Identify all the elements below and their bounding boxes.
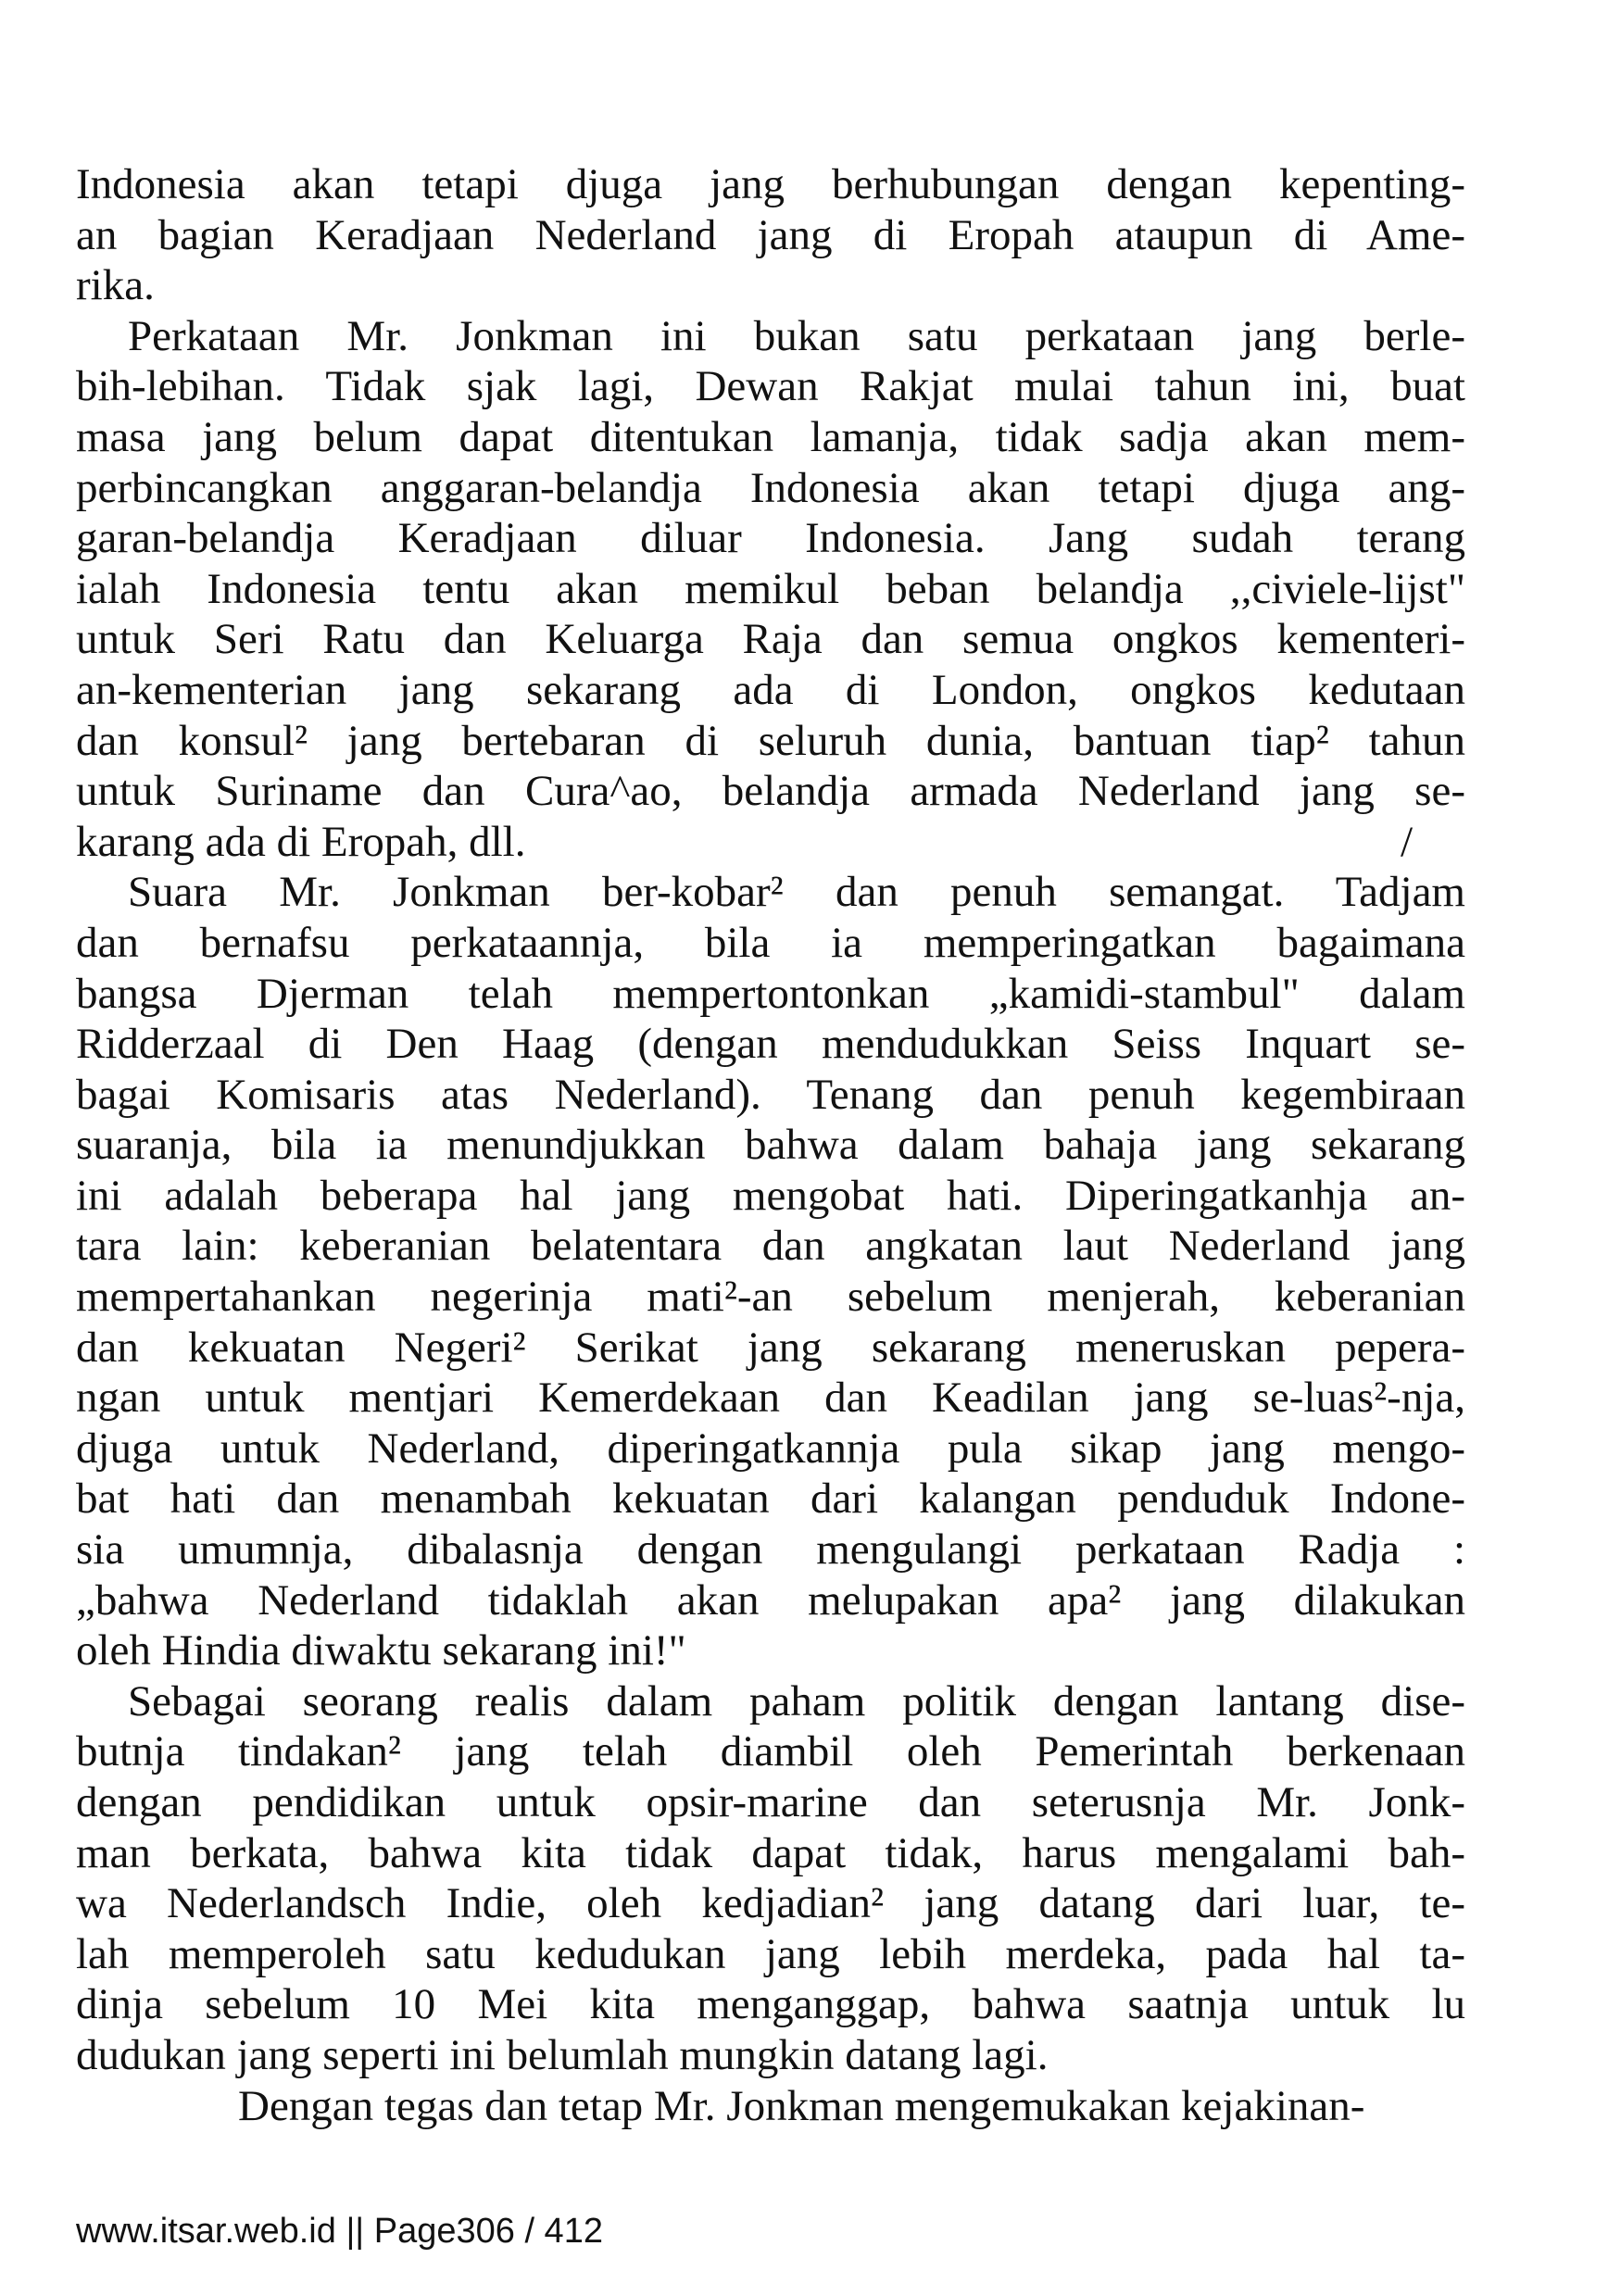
text-line: perbincangkan anggaran-belandja Indonesia akan tetapi djuga ang- <box>76 463 1465 512</box>
text-line: ialah Indonesia tentu akan memikul beban belandja ,,civiele-lijst" <box>76 564 1465 613</box>
text-line: Indonesia akan tetapi djuga jang berhubungan dengan kepenting- <box>76 160 1465 208</box>
text-line: Sebagai seorang realis dalam paham politik dengan lantang dise- <box>128 1676 1465 1725</box>
paragraph-5 <box>76 2081 1465 2132</box>
text-line: dudukan jang seperti ini belumlah mungkin datang lagi. <box>76 2030 1049 2079</box>
text-line: karang ada di Eropah, dll. <box>76 817 526 866</box>
paragraph-1 <box>76 159 1465 311</box>
text-line: bat hati dan menambah kekuatan dari kalangan penduduk Indone- <box>76 1474 1465 1524</box>
paragraph-3 <box>76 867 1465 1676</box>
text-line: garan-belandja Keradjaan diluar Indonesia. Jang sudah terang <box>76 514 1465 563</box>
text-line: masa jang belum dapat ditentukan lamanja, tidak sadja akan mem- <box>76 412 1465 461</box>
text-line: djuga untuk Nederland, diperingatkannja pula sikap jang mengo- <box>76 1424 1465 1473</box>
text-line: Suara Mr. Jonkman ber-kobar² dan penuh semangat. Tadjam <box>128 868 1465 917</box>
text-line: dan bernafsu perkataannja, bila ia memperingatkan bagaimana <box>76 918 1465 967</box>
text-line: mempertahankan negerinja mati²-an sebelum menjerah, keberanian <box>76 1273 1465 1322</box>
text-line: suaranja, bila ia menundjukkan bahwa dalam bahaja jang sekarang <box>76 1121 1465 1170</box>
text-line: sia umumnja, dibalasnja dengan mengulangi perkataan Radja : <box>76 1525 1465 1575</box>
text-line-with-mark <box>76 817 1465 868</box>
text-line: dinja sebelum 10 Mei kita menganggap, bahwa saatnja untuk lu <box>76 1980 1465 2029</box>
page-footer: www.itsar.web.id || Page306 / 412 <box>76 2212 603 2251</box>
text-line: Dengan tegas dan tetap Mr. Jonkman mengemukakan kejakinan- <box>238 2081 1365 2130</box>
text-line: bangsa Djerman telah mempertontonkan „kamidi-stambul" dalam <box>76 969 1465 1018</box>
text-line: tara lain: keberanian belatentara dan angkatan laut Nederland jang <box>76 1222 1465 1271</box>
text-line: ngan untuk mentjari Kemerdekaan dan Keadilan jang se-luas²-nja, <box>76 1374 1465 1423</box>
text-line: rika. <box>76 261 155 310</box>
text-line: ini adalah beberapa hal jang mengobat hati. Diperingatkanhja an- <box>76 1171 1465 1220</box>
text-line: Perkataan Mr. Jonkman ini bukan satu perkataan jang berle- <box>128 311 1465 360</box>
text-line: dengan pendidikan untuk opsir-marine dan seterusnja Mr. Jonk- <box>76 1778 1465 1826</box>
body-text <box>76 159 1465 2131</box>
text-line: „bahwa Nederland tidaklah akan melupakan apa² jang dilakukan <box>76 1575 1465 1625</box>
text-line: Ridderzaal di Den Haag (dengan mendudukkan Seiss Inquart se- <box>76 1020 1465 1069</box>
text-line: an-kementerian jang sekarang ada di London, ongkos kedutaan <box>76 665 1465 714</box>
text-line: untuk Seri Ratu dan Keluarga Raja dan semua ongkos kementeri- <box>76 615 1465 664</box>
text-line: an bagian Keradjaan Nederland jang di Eropah ataupun di Ame- <box>76 210 1465 259</box>
text-line: dan kekuatan Negeri² Serikat jang sekarang meneruskan pepera- <box>76 1323 1465 1372</box>
text-line: lah memperoleh satu kedudukan jang lebih merdeka, pada hal ta- <box>76 1929 1465 1978</box>
text-line: butnja tindakan² jang telah diambil oleh Pemerintah berkenaan <box>76 1727 1465 1776</box>
text-line: dan konsul² jang bertebaran di seluruh dunia, bantuan tiap² tahun <box>76 716 1465 765</box>
text-line: bagai Komisaris atas Nederland). Tenang dan penuh kegembiraan <box>76 1070 1465 1119</box>
paragraph-2 <box>76 311 1465 868</box>
paragraph-4 <box>76 1676 1465 2081</box>
text-line: bih-lebihan. Tidak sjak lagi, Dewan Rakjat mulai tahun ini, buat <box>76 362 1465 411</box>
text-line: wa Nederlandsch Indie, oleh kedjadian² jang datang dari luar, te- <box>76 1879 1465 1928</box>
stray-slash-mark: / <box>1401 817 1414 866</box>
text-line: man berkata, bahwa kita tidak dapat tidak, harus mengalami bah- <box>76 1828 1465 1877</box>
text-line: untuk Suriname dan Cura^ao, belandja armada Nederland jang se- <box>76 767 1465 816</box>
text-line: oleh Hindia diwaktu sekarang ini!" <box>76 1626 686 1675</box>
